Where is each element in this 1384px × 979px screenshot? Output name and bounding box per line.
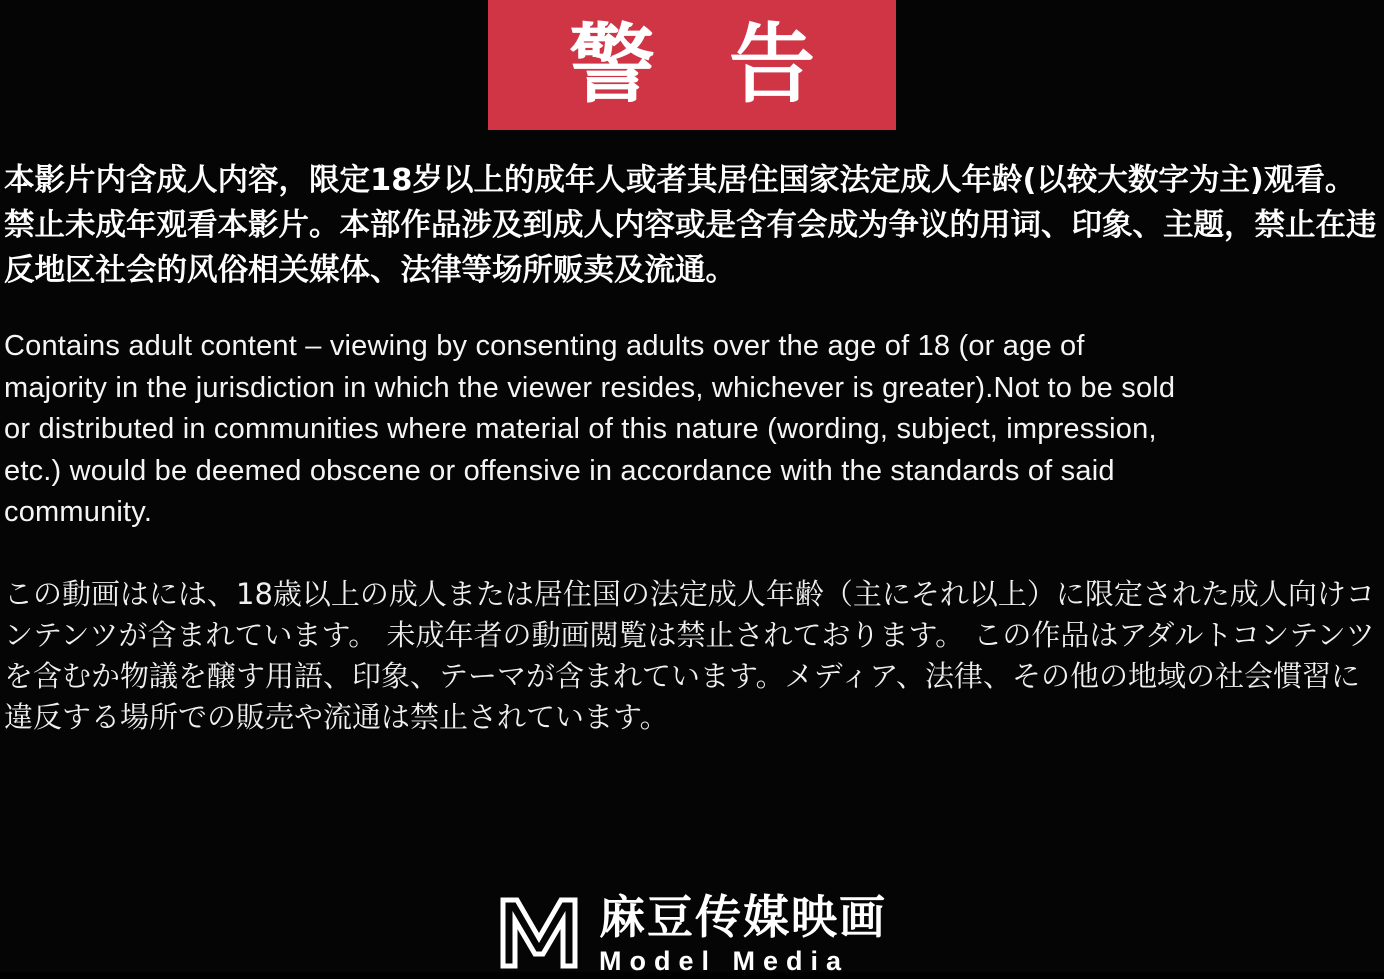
notice-english-line: community. xyxy=(4,496,153,528)
spacer-chinese-english xyxy=(4,293,1380,326)
warning-banner-container xyxy=(0,0,1384,130)
notice-english-line: majority in the jurisdiction in which the viewer resides, whichever is greater).Not to be sold xyxy=(4,371,1176,404)
brand-logo-text xyxy=(599,890,887,976)
warning-banner xyxy=(488,0,896,130)
notice-english-line: or distributed in communities where material of this nature (wording, subject, impression, xyxy=(4,413,1157,445)
brand-name-chinese: 麻豆传媒映画 xyxy=(599,890,887,944)
brand-logo-inner xyxy=(497,890,887,979)
brand-logo xyxy=(0,890,1384,979)
notice-content xyxy=(0,158,1384,738)
brand-name-english: Model Media xyxy=(599,946,850,976)
spacer-english-japanese xyxy=(4,534,1380,574)
warning-banner-label: 警 告 xyxy=(569,15,837,115)
notice-japanese: この動画はには、18歳以上の成人または居住国の法定成人年齢（主にそれ以上）に限定された成人向けコンテンツが含まれています。 未成年者の動画閲覧は禁止されております。 この作品はアダルトコンテンツを含むか物議を醸す用語、印象、テーマが含まれています。メディア、法律、その他の地域の社会慣習に違反する場所での販売や流通は禁止されています。 xyxy=(4,576,1375,734)
notice-english-line: Contains adult content – viewing by consenting adults over the age of 18 (or age of xyxy=(4,330,1085,362)
notice-english-line: etc.) would be deemed obscene or offensive in accordance with the standards of said xyxy=(4,454,1115,487)
notice-english xyxy=(4,326,1380,534)
notice-chinese: 本影片内含成人内容，限定18岁以上的成年人或者其居住国家法定成人年龄(以较大数字为主)观看。禁止未成年观看本影片。本部作品涉及到成人内容或是含有会成为争议的用词、印象、主题，禁止在违反地区社会的风俗相关媒体、法律等场所贩卖及流通。 xyxy=(4,163,1377,288)
m-monogram-icon xyxy=(497,890,581,979)
